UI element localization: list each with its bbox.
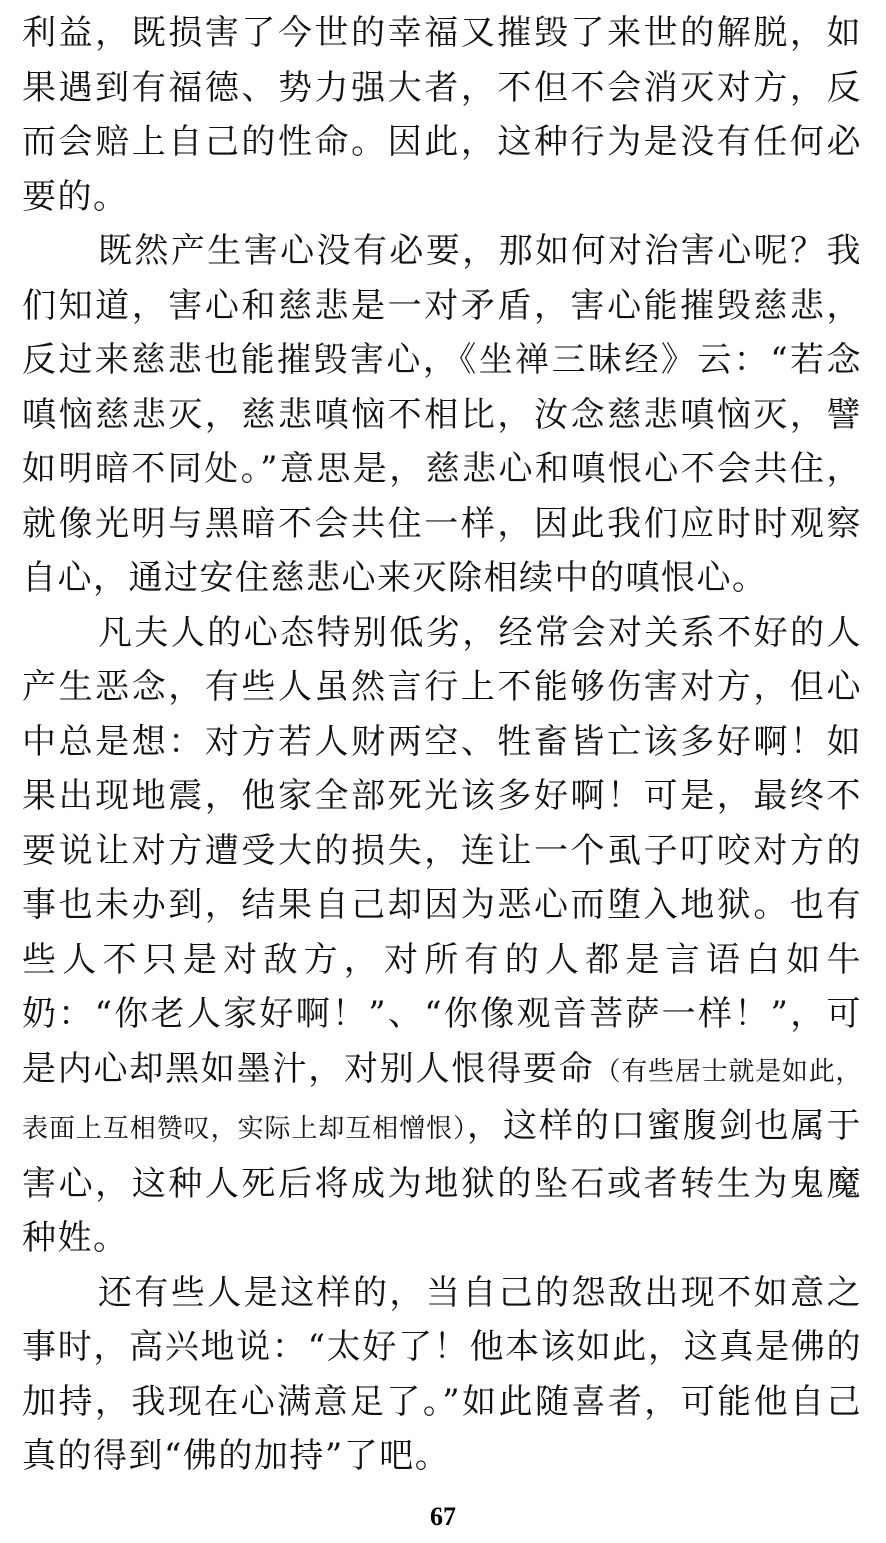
- paragraph-text-after-note: ，这样的口蜜腹剑也属于害心，这种人死后将成为地狱的坠石或者转生为鬼魔种姓。: [22, 1106, 862, 1258]
- paragraph-remedy: 既然产生害心没有必要，那如何对治害心呢？我们知道，害心和慈悲是一对矛盾，害心能摧毁慈悲，反过来慈悲也能摧毁害心，《坐禅三昧经》云：“若念嗔恼慈悲灭，慈悲嗔恼不相比，汝念慈悲嗔恼灭，譬如明暗不同处。”意思是，慈悲心和嗔恨心不会共住，就像光明与黑暗不会共住一样，因此我们应时时观察自心，通过安住慈悲心来灭除相续中的嗔恨心。: [22, 231, 862, 598]
- parenthetical-note: （有些居士就是如此，表面上互相赞叹，实际上却互相憎恨）: [22, 1056, 862, 1144]
- page-number: 67: [430, 1502, 456, 1531]
- paragraph-rejoicing: 还有些人是这样的，当自己的怨敌出现不如意之事时，高兴地说：“太好了！他本该如此，这真是佛的加持，我现在心满意足了。”如此随喜者，可能他自己真的得到“佛的加持”了吧。: [22, 1272, 862, 1476]
- paragraph-continuation: 利益，既损害了今世的幸福又摧毁了来世的解脱，如果遇到有福德、势力强大者，不但不会消灭对方，反而会赔上自己的性命。因此，这种行为是没有任何必要的。: [22, 13, 862, 217]
- paragraph-text-before-note: 凡夫人的心态特别低劣，经常会对关系不好的人产生恶念，有些人虽然言行上不能够伤害对方，但心中总是想：对方若人财两空、牲畜皆亡该多好啊！如果出现地震，他家全部死光该多好啊！可是，最终不要说让对方遭受大的损失，连让一个虱子叮咬对方的事也未办到，结果自己却因为恶心而堕入地狱。也有些人不只是对敌方，对所有的人都是言语白如牛奶：“你老人家好啊！”、“你像观音菩萨一样！”，可是内心却黑如墨汁，对别人恨得要命: [22, 612, 862, 1089]
- paragraph-ordinary-minds: [22, 606, 862, 1266]
- page-body: [22, 6, 862, 1484]
